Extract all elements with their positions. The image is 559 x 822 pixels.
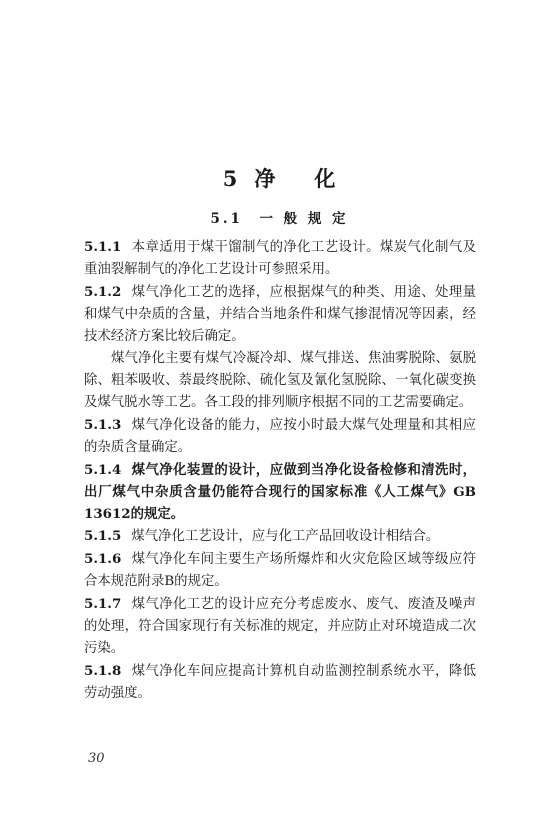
clause-5-1-7 (84, 593, 476, 660)
clause-number: 5.1.8 (84, 663, 122, 679)
clause-number: 5.1.5 (84, 528, 122, 544)
clause-text: 煤气净化装置的设计，应做到当净化设备检修和清洗时，出厂煤气中杂质含量仍能符合现行的国家标准《人工煤气》GB 13612的规定。 (84, 462, 476, 522)
clause-number: 5.1.4 (84, 462, 122, 478)
clause-text: 煤气净化车间应提高计算机自动监测控制系统水平，降低劳动强度。 (84, 664, 476, 701)
clause-5-1-6 (84, 548, 476, 593)
clause-text: 煤气净化设备的能力，应按小时最大煤气处理量和其相应的杂质含量确定。 (84, 418, 476, 455)
clause-text: 本章适用于煤干馏制气的净化工艺设计。煤炭气化制气及重油裂解制气的净化工艺设计可参照采用。 (84, 240, 476, 277)
clause-number: 5.1.2 (84, 284, 122, 300)
clause-number: 5.1.7 (84, 596, 122, 612)
clause-5-1-2-paragraph: 煤气净化主要有煤气冷凝冷却、煤气排送、焦油雾脱除、氨脱除、粗苯吸收、萘最终脱除、硫化氢及氰化氢脱除、一氧化碳变换及煤气脱水等工艺。各工段的排列顺序根据不同的工艺需要确定。 (84, 351, 476, 410)
clause-number: 5.1.6 (84, 551, 122, 567)
clause-5-1-5 (84, 525, 476, 548)
document-body (84, 236, 476, 705)
chapter-title-word-2: 化 (314, 166, 337, 191)
clause-5-1-4 (84, 459, 476, 525)
clause-text: 煤气净化工艺的设计应充分考虑废水、废气、废渣及噪声的处理，符合国家现行有关标准的规定，并应防止对环境造成二次污染。 (84, 597, 476, 656)
clause-text: 煤气净化工艺设计，应与化工产品回收设计相结合。 (131, 529, 440, 544)
clause-text: 煤气净化车间主要生产场所爆炸和火灾危险区域等级应符合本规范附录B的规定。 (84, 552, 476, 589)
clause-5-1-2 (84, 281, 476, 348)
clause-text: 煤气净化工艺的选择，应根据煤气的种类、用途、处理量和煤气中杂质的含量，并结合当地条件和煤气掺混情况等因素，经技术经济方案比较后确定。 (84, 285, 476, 344)
chapter-title (0, 163, 559, 193)
chapter-title-word-1: 净 (254, 166, 277, 191)
clause-5-1-1 (84, 236, 476, 281)
page-number: 30 (88, 751, 105, 766)
clause-5-1-8 (84, 660, 476, 705)
clause-number: 5.1.1 (84, 239, 122, 255)
section-title: 5.1 一 般 规 定 (210, 211, 349, 227)
chapter-number: 5 (222, 166, 239, 191)
clause-5-1-3 (84, 414, 476, 459)
clause-number: 5.1.3 (84, 417, 122, 433)
